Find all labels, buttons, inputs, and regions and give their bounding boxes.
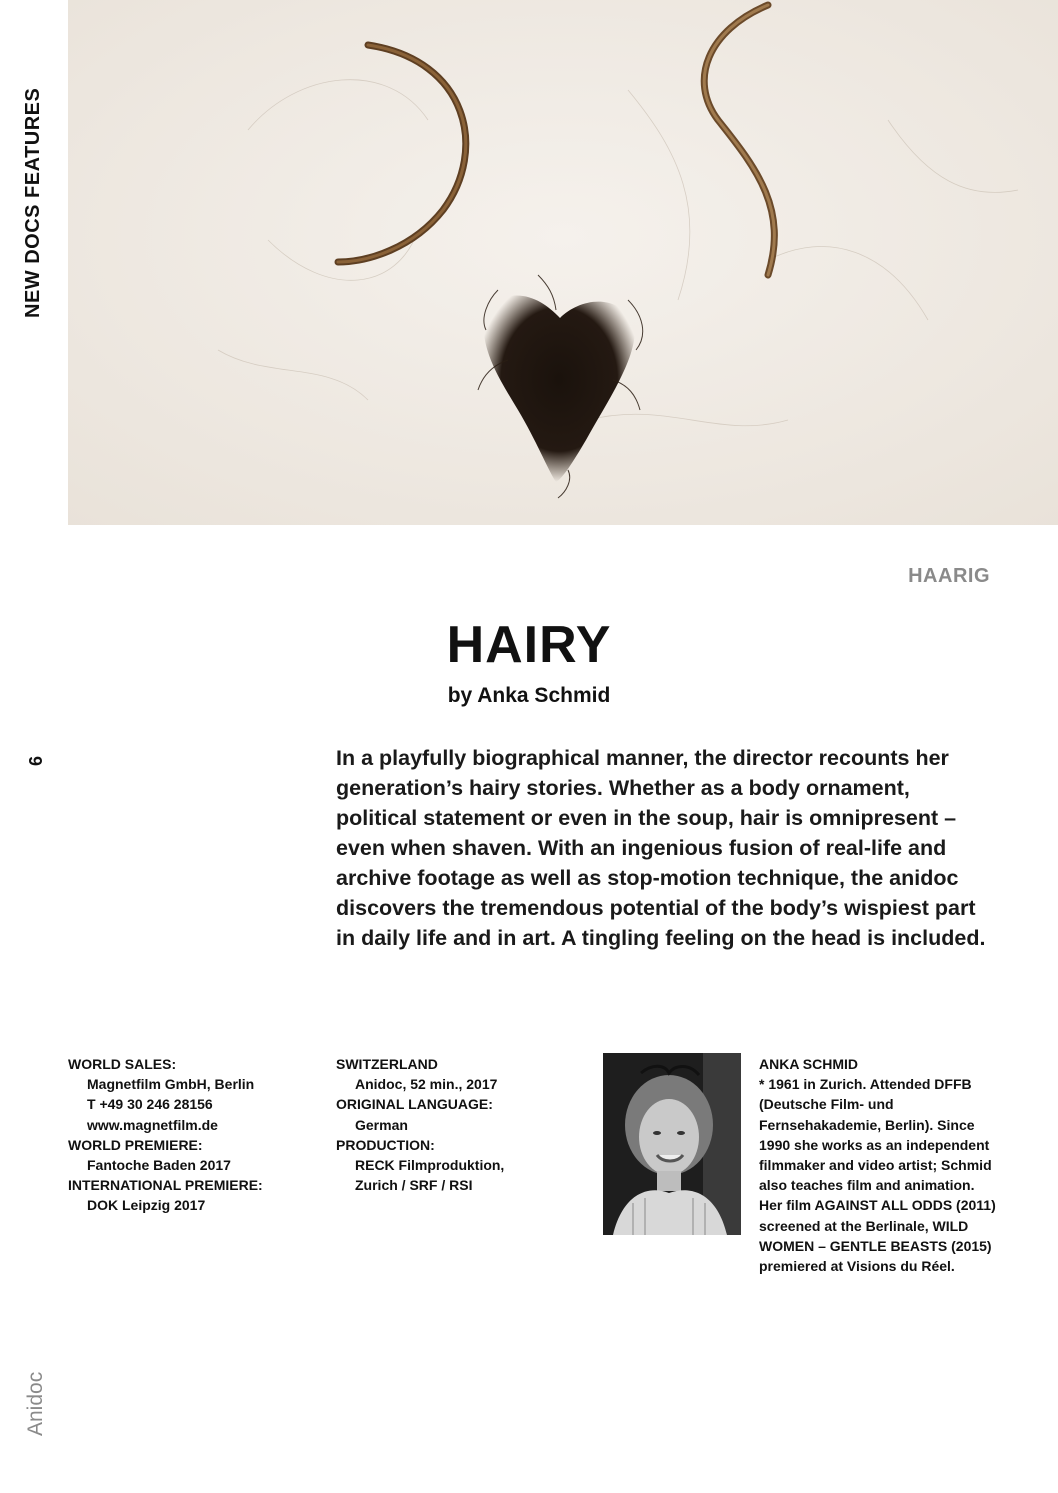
film-title: HAIRY [446, 616, 612, 674]
portrait-illustration [603, 1053, 741, 1235]
synopsis: In a playfully biographical manner, the director recounts her generation’s hairy stories. Whether as a body ornament, political statement or even in the soup, hair is omnipresent – even when shaven. With an ingenious fusion of real-life and archive footage as well as stop-motion technique, the anidoc discovers the tremendous potential of the body’s wispiest part in daily life and in art. A tingling feeling on the head is included. [336, 746, 986, 950]
international-premiere-value: DOK Leipzig 2017 [87, 1197, 206, 1214]
director-name: ANKA SCHMID [759, 1056, 859, 1072]
world-sales-website: www.magnetfilm.de [87, 1116, 218, 1133]
sales-info-column [68, 1054, 328, 1216]
page-number: 6 [26, 755, 46, 766]
production-info-column [336, 1054, 586, 1195]
director-bio [759, 1054, 999, 1276]
director-bio-text: * 1961 in Zurich. Attended DFFB (Deutsche Film- und Fernsehakademie, Berlin). Since 1990 she works as an independent filmmaker and video artist; Schmid also teaches film and animation. Her film AGAINST ALL ODDS (2011) screened at the Berlinale, WILD WOMEN – GENTLE BEASTS (2015) premiered at Visions du Réel. [759, 1076, 996, 1275]
director-credit: by Anka Schmid [447, 684, 611, 707]
world-premiere-label: WORLD PREMIERE: [68, 1136, 203, 1153]
original-language-value: German [355, 1116, 408, 1133]
section-label: NEW DOCS FEATURES [22, 87, 44, 318]
original-title: HAARIG [908, 565, 990, 587]
world-sales-phone: T +49 30 246 28156 [87, 1096, 213, 1113]
production-label: PRODUCTION: [336, 1136, 435, 1153]
hero-image [68, 0, 1058, 525]
format-duration-year: Anidoc, 52 min., 2017 [355, 1076, 498, 1093]
production-company: RECK Filmproduktion, [355, 1157, 505, 1174]
world-sales-label: WORLD SALES: [68, 1056, 177, 1072]
original-language-label: ORIGINAL LANGUAGE: [336, 1096, 493, 1113]
hair-illustration [68, 0, 1058, 525]
production-partners: Zurich / SRF / RSI [355, 1177, 473, 1194]
international-premiere-label: INTERNATIONAL PREMIERE: [68, 1177, 263, 1194]
world-sales-company: Magnetfilm GmbH, Berlin [87, 1076, 255, 1093]
country-label: SWITZERLAND [336, 1056, 438, 1072]
director-portrait [603, 1053, 741, 1235]
publication-brand: Anidoc [24, 1371, 47, 1436]
world-premiere-value: Fantoche Baden 2017 [87, 1157, 231, 1174]
